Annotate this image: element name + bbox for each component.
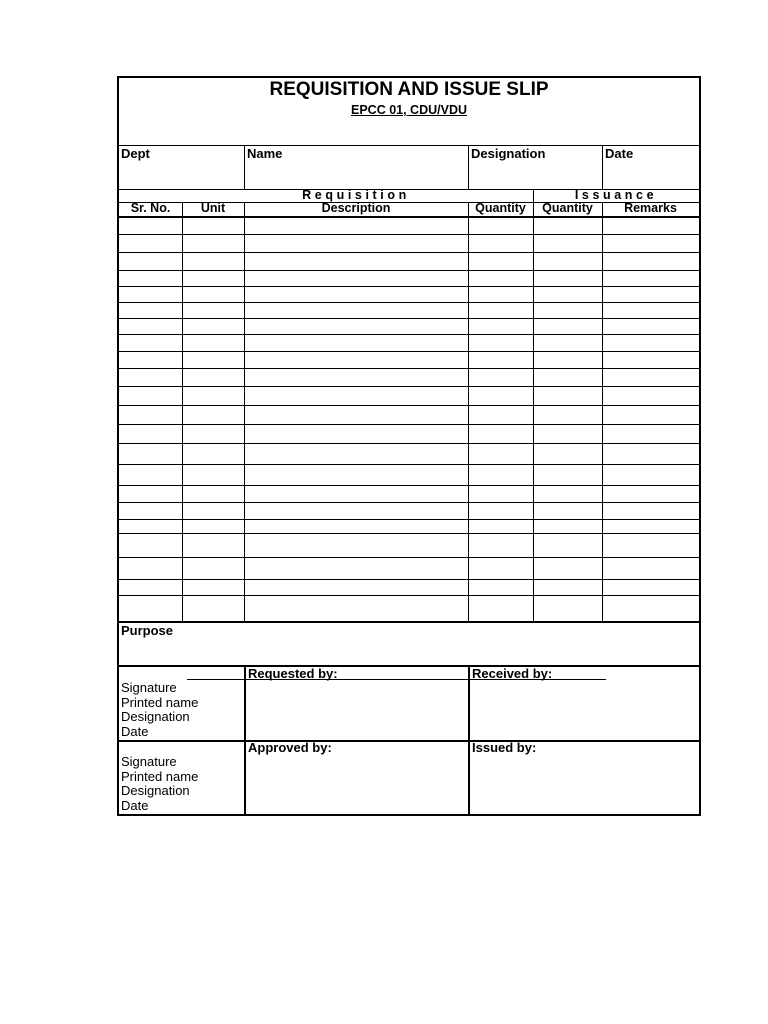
received-by-label: Received by: (472, 666, 553, 681)
col-header-iss-quantity: Quantity (542, 201, 593, 215)
table-row (119, 533, 699, 534)
table-row (119, 595, 699, 596)
date-label: Date (605, 146, 634, 161)
sign-label-list (121, 755, 198, 813)
table-row (119, 502, 699, 503)
table-row (119, 485, 699, 486)
col-header-remarks: Remarks (624, 201, 677, 215)
signature-label: Signature (121, 754, 177, 769)
table-row (119, 464, 699, 465)
signature-label: Signature (121, 680, 177, 695)
table-row (119, 405, 699, 406)
col-header-unit: Unit (200, 201, 226, 215)
table-header-bottom (119, 216, 699, 218)
table-col-line-2 (244, 202, 245, 621)
signature-middle-border (119, 740, 699, 742)
col-header-description: Description (321, 201, 391, 215)
issued-by-label: Issued by: (472, 740, 537, 755)
requisition-issue-slip-form (117, 76, 701, 816)
table-row (119, 334, 699, 335)
form-title: REQUISITION AND ISSUE SLIP (269, 79, 549, 100)
requisition-section-header: Requisition (302, 188, 410, 202)
table-row (119, 234, 699, 235)
table-row (119, 286, 699, 287)
table-row (119, 318, 699, 319)
designation-sign-label: Designation (121, 709, 190, 725)
printed-name-label: Printed name (121, 768, 199, 784)
table-col-line-3 (468, 202, 469, 621)
table-col-line-1 (182, 202, 183, 621)
info-divider-3 (602, 145, 603, 189)
designation-label: Designation (471, 146, 546, 161)
sign-label-list (121, 681, 198, 739)
table-row (119, 519, 699, 520)
table-col-line-4 (533, 202, 534, 621)
approved-by-label: Approved by: (248, 740, 332, 755)
table-bottom-border (119, 621, 699, 623)
table-col-line-5 (602, 202, 603, 621)
col-header-req-quantity: Quantity (475, 201, 526, 215)
table-row (119, 557, 699, 558)
table-row (119, 252, 699, 253)
table-row (119, 351, 699, 352)
table-row (119, 424, 699, 425)
table-row (119, 302, 699, 303)
info-divider-2 (468, 145, 469, 189)
purpose-bottom-border (119, 665, 699, 667)
table-row (119, 443, 699, 444)
table-row (119, 368, 699, 369)
table-row (119, 579, 699, 580)
form-subtitle: EPCC 01, CDU/VDU (351, 103, 467, 117)
dept-label: Dept (121, 146, 150, 161)
designation-sign-label: Designation (121, 783, 190, 799)
requested-by-label: Requested by: (248, 666, 338, 681)
table-row (119, 270, 699, 271)
purpose-label: Purpose (121, 623, 174, 638)
date-sign-label: Date (121, 797, 149, 813)
info-divider-1 (244, 145, 245, 189)
issuance-section-header: Issuance (574, 188, 658, 202)
printed-name-label: Printed name (121, 694, 199, 710)
col-header-sr-no: Sr. No. (130, 201, 171, 215)
name-label: Name (247, 146, 283, 161)
date-sign-label: Date (121, 723, 149, 739)
table-row (119, 386, 699, 387)
